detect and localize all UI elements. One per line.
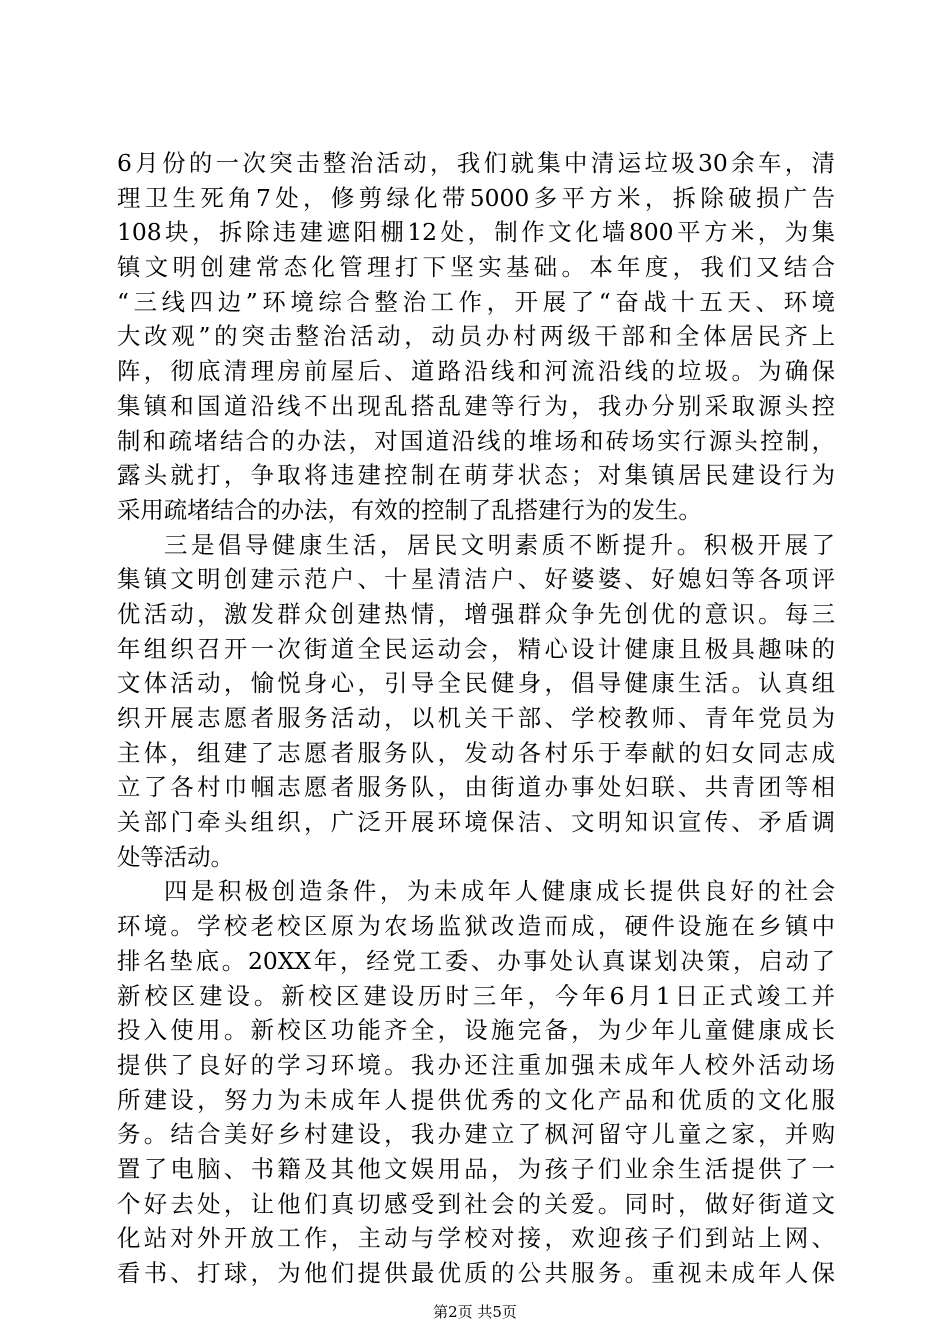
- text-line: 阵，彻底清理房前屋后、道路沿线和河流沿线的垃圾。为确保: [117, 357, 835, 386]
- page-number-footer: 第2页 共5页: [433, 1303, 517, 1321]
- text-line: 关部门牵头组织，广泛开展环境保洁、文明知识宣传、矛盾调: [117, 808, 835, 837]
- document-body: [117, 146, 835, 1291]
- text-line: 务。结合美好乡村建设，我办建立了枫河留守儿童之家，并购: [117, 1120, 835, 1149]
- text-line: 环境。学校老校区原为农场监狱改造而成，硬件设施在乡镇中: [117, 912, 835, 941]
- text-line: 置了电脑、书籍及其他文娱用品，为孩子们业余生活提供了一: [117, 1154, 835, 1183]
- text-line: 看书、打球，为他们提供最优质的公共服务。重视未成年人保: [117, 1259, 835, 1287]
- text-line: 投入使用。新校区功能齐全，设施完备，为少年儿童健康成长: [117, 1016, 835, 1045]
- text-line: 露头就打，争取将违建控制在萌芽状态；对集镇居民建设行为: [117, 461, 835, 490]
- text-line: 提供了良好的学习环境。我办还注重加强未成年人校外活动场: [117, 1050, 835, 1079]
- text-line: 新校区建设。新校区建设历时三年，今年6月1日正式竣工并: [117, 981, 835, 1010]
- paragraph-start-line: 三是倡导健康生活，居民文明素质不断提升。积极开展了: [164, 530, 835, 559]
- text-line: 镇文明创建常态化管理打下坚实基础。本年度，我们又结合: [117, 253, 835, 282]
- text-line: 织开展志愿者服务活动，以机关干部、学校教师、青年党员为: [117, 704, 835, 732]
- text-line: 个好去处，让他们真切感受到社会的关爱。同时，做好街道文: [117, 1189, 835, 1218]
- text-line: “三线四边”环境综合整治工作，开展了“奋战十五天、环境: [117, 287, 835, 316]
- text-line: 优活动，激发群众创建热情，增强群众争先创优的意识。每三: [117, 599, 835, 628]
- text-line: 采用疏堵结合的办法，有效的控制了乱搭建行为的发生。: [117, 495, 702, 524]
- text-line: 排名垫底。20XX年，经党工委、办事处认真谋划决策，启动了: [117, 946, 835, 975]
- text-line: 所建设，努力为未成年人提供优秀的文化产品和优质的文化服: [117, 1085, 835, 1114]
- text-line: 年组织召开一次街道全民运动会，精心设计健康且极具趣味的: [117, 634, 835, 663]
- text-line: 处等活动。: [117, 842, 234, 871]
- text-line: 集镇文明创建示范户、十星清洁户、好婆婆、好媳妇等各项评: [117, 565, 835, 594]
- text-line: 立了各村巾帼志愿者服务队，由街道办事处妇联、共青团等相: [117, 773, 835, 802]
- paragraph-start-line: 四是积极创造条件，为未成年人健康成长提供良好的社会: [164, 877, 835, 906]
- text-line: 制和疏堵结合的办法，对国道沿线的堆场和砖场实行源头控制，: [117, 426, 835, 455]
- text-line: 化站对外开放工作，主动与学校对接，欢迎孩子们到站上网、: [117, 1224, 835, 1253]
- text-line: 6月份的一次突击整治活动，我们就集中清运垃圾30余车，清: [117, 149, 835, 177]
- text-line: 集镇和国道沿线不出现乱搭乱建等行为，我办分别采取源头控: [117, 391, 835, 420]
- text-line: 大改观”的突击整治活动，动员办村两级干部和全体居民齐上: [117, 322, 835, 351]
- text-line: 主体，组建了志愿者服务队，发动各村乐于奉献的妇女同志成: [117, 738, 835, 767]
- text-line: 文体活动，愉悦身心，引导全民健身，倡导健康生活。认真组: [117, 669, 835, 698]
- text-line: 108块，拆除违建遮阳棚12处，制作文化墙800平方米，为集: [117, 218, 835, 247]
- text-line: 理卫生死角7处，修剪绿化带5000多平方米，拆除破损广告: [117, 183, 835, 212]
